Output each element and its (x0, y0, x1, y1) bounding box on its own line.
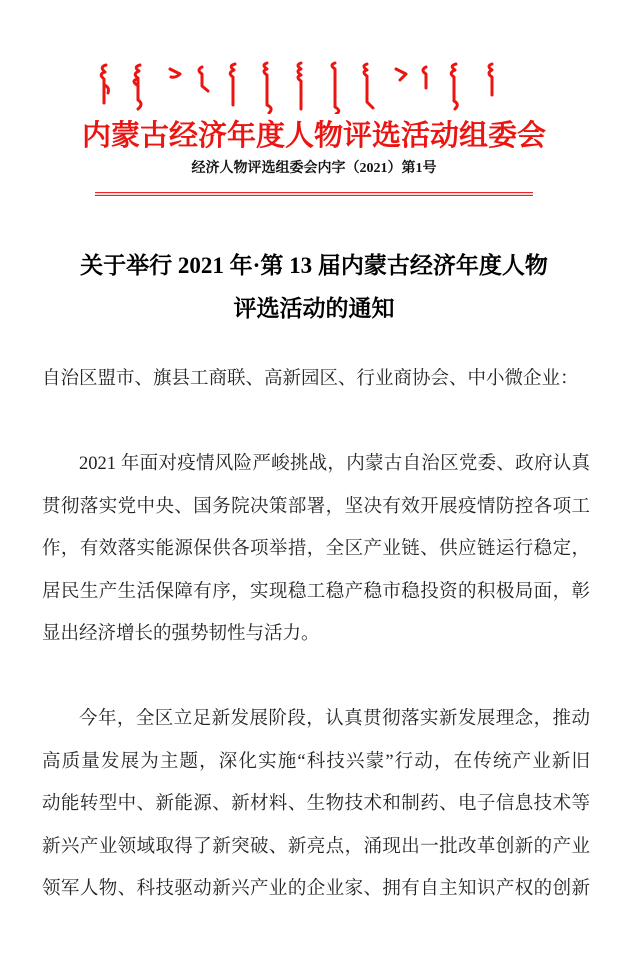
paragraph-2 (42, 698, 590, 911)
salutation-line: 自治区盟市、旗县工商联、高新园区、行业商协会、中小微企业： (42, 369, 579, 389)
body-text-line: 贯彻落实党中央、国务院决策部署，坚决有效开展疫情防控各项工 (42, 496, 590, 517)
mongolian-script-banner (0, 60, 628, 114)
document-title-line-2: 评选活动的通知 (233, 296, 395, 321)
doc-number: 经济人物评选组委会内字（2021）第1号 (191, 161, 437, 176)
document-title-line-1: 关于举行 2021 年·第 13 届内蒙古经济年度人物 (80, 253, 548, 278)
document-title (0, 244, 628, 330)
paragraph-1 (42, 443, 590, 656)
org-title: 内蒙古经济年度人物评选活动组委会 (81, 120, 546, 152)
document-body (0, 358, 628, 911)
body-text-line: 显出经济增长的强势韧性与活力。 (42, 624, 320, 644)
body-text-line: 领军人物、科技驱动新兴产业的企业家、拥有自主知识产权的创新 (42, 879, 590, 899)
red-separator-line (95, 192, 533, 196)
body-text-line: 作，有效落实能源保供各项举措，全区产业链、供应链运行稳定， (42, 539, 590, 559)
mongolian-script-icon (94, 60, 534, 114)
body-text-line: 动能转型中、新能源、新材料、生物技术和制药、电子信息技术等 (42, 794, 590, 814)
body-text-line: 居民生产生活保障有序，实现稳工稳产稳市稳投资的积极局面，彰 (42, 581, 590, 602)
document-page (0, 60, 628, 976)
body-text-line: 新兴产业领域取得了新突破、新亮点，涌现出一批改革创新的产业 (42, 836, 590, 857)
body-text-line: 2021 年面对疫情风险严峻挑战，内蒙古自治区党委、政府认真 (79, 454, 590, 474)
body-text-line: 今年，全区立足新发展阶段，认真贯彻落实新发展理念，推动 (79, 709, 590, 729)
body-text-line: 高质量发展为主题，深化实施“科技兴蒙”行动，在传统产业新旧 (42, 751, 590, 772)
